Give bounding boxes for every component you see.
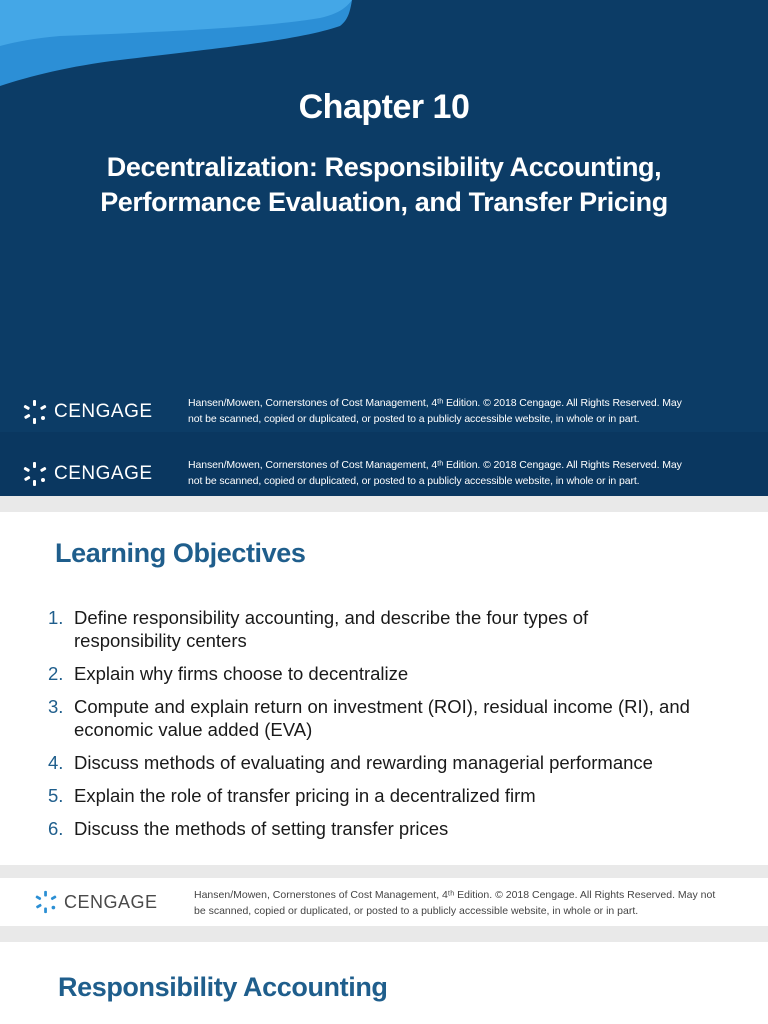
slide-title: Learning Objectives [55, 538, 306, 568]
copyright-line: Hansen/Mowen, Cornerstones of Cost Management, 4ᵗʰ Edition. © 2018 Cengage. All Rights Reserved. May [188, 459, 682, 471]
cengage-logo [34, 890, 158, 914]
title-slide [0, 0, 768, 496]
item-line: Define responsibility accounting, and describe the four types of [74, 607, 589, 628]
item-text [74, 606, 748, 652]
list-item [48, 751, 748, 774]
subtitle-line: Performance Evaluation, and Transfer Pricing [100, 187, 668, 217]
brush-stroke-decoration [0, 0, 360, 90]
item-text [74, 695, 748, 741]
cengage-logo [22, 462, 153, 486]
item-number: 1. [48, 607, 64, 628]
item-line: responsibility centers [74, 630, 247, 651]
item-number: 4. [48, 752, 64, 773]
item-text: Discuss methods of evaluating and rewarding managerial performance [74, 752, 653, 773]
slide-title: Responsibility Accounting [58, 972, 388, 1002]
copyright-notice [188, 395, 748, 427]
list-item [48, 784, 748, 807]
logo-text: CENGAGE [54, 463, 153, 484]
item-number: 5. [48, 785, 64, 806]
slide-footer [0, 454, 768, 494]
slide-footer [0, 878, 768, 926]
learning-objectives-slide [0, 512, 768, 865]
copyright-notice [194, 887, 754, 919]
copyright-line: be scanned, copied or duplicated, or posted to a publicly accessible website, in whole or in part. [194, 905, 639, 917]
chapter-title: Chapter 10 [298, 88, 470, 126]
copyright-line: Hansen/Mowen, Cornerstones of Cost Management, 4ᵗʰ Edition. © 2018 Cengage. All Rights Reserved. May [188, 397, 682, 409]
subtitle-line: Decentralization: Responsibility Accounting, [106, 152, 662, 182]
item-line: economic value added (EVA) [74, 719, 313, 740]
item-text: Discuss the methods of setting transfer prices [74, 818, 449, 839]
list-item [48, 817, 748, 840]
copyright-notice [188, 457, 748, 489]
item-line: Compute and explain return on investment (ROI), residual income (RI), and [74, 696, 690, 717]
slide-footer [0, 392, 768, 432]
responsibility-accounting-slide [0, 942, 768, 1024]
item-text: Explain the role of transfer pricing in a decentralized firm [74, 785, 536, 806]
cengage-dots-icon [34, 890, 58, 914]
copyright-line: not be scanned, copied or duplicated, or posted to a publicly accessible website, in whole or in part. [188, 413, 640, 425]
cengage-dots-icon [22, 399, 48, 425]
objectives-list [48, 606, 748, 850]
item-number: 2. [48, 663, 64, 684]
cengage-dots-icon [22, 461, 48, 487]
copyright-line: Hansen/Mowen, Cornerstones of Cost Management, 4ᵗʰ Edition. © 2018 Cengage. All Rights Reserved. May not [194, 889, 716, 901]
list-item [48, 662, 748, 685]
list-item [48, 606, 748, 652]
chapter-subtitle [60, 150, 708, 220]
item-number: 3. [48, 696, 64, 717]
logo-text: CENGAGE [54, 401, 153, 422]
item-number: 6. [48, 818, 64, 839]
list-item [48, 695, 748, 741]
cengage-logo [22, 400, 153, 424]
copyright-line: not be scanned, copied or duplicated, or posted to a publicly accessible website, in whole or in part. [188, 475, 640, 487]
logo-text: CENGAGE [64, 891, 158, 912]
item-text: Explain why firms choose to decentralize [74, 663, 409, 684]
